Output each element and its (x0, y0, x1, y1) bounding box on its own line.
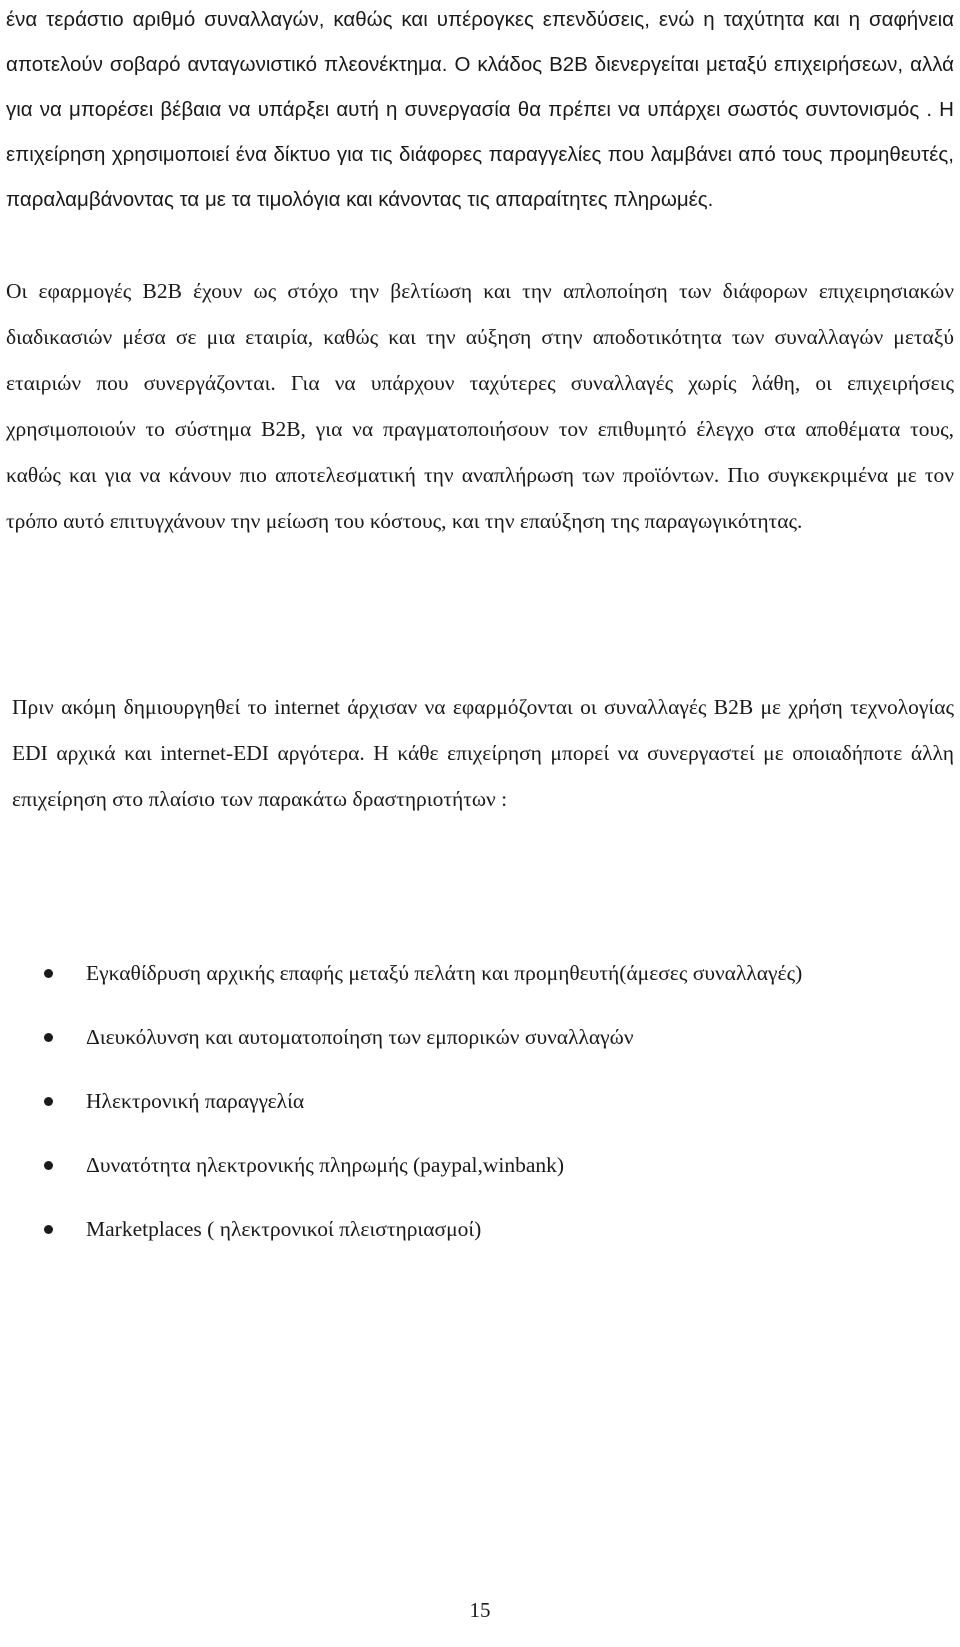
list-item (0, 1014, 886, 1060)
bullet-icon (44, 1097, 53, 1106)
bullet-icon (44, 969, 53, 978)
bullet-icon (44, 1225, 53, 1234)
body-paragraph-1: ένα τεράστιο αριθμό συναλλαγών, καθώς και υπέρογκες επενδύσεις, ενώ η ταχύτητα και η σαφήνεια αποτελούν σοβαρό ανταγωνιστικό πλεονέκτημα. Ο κλάδος B2B διενεργείται μεταξύ επιχειρήσεων, αλλά για να μπορέσει βέβαια να υπάρξει αυτή η συνεργασία θα πρέπει να υπάρχει σωστός συντονισμός . Η επιχείρηση χρησιμοποιεί ένα δίκτυο για τις διάφορες παραγγελίες που λαμβάνει από τους προμηθευτές, παραλαμβάνοντας τα με τα τιμολόγια και κάνοντας τις απαραίτητες πληρωμές. (6, 8, 954, 211)
list-item (0, 950, 886, 996)
body-paragraph-2: Οι εφαρμογές B2B έχουν ως στόχο την βελτίωση και την απλοποίηση των διάφορων επιχειρησιακών διαδικασιών μέσα σε μια εταιρία, καθώς και την αύξηση στην αποδοτικότητα των συναλλαγών μεταξύ εταιριών που συνεργάζονται. Για να υπάρχουν ταχύτερες συναλλαγές χωρίς λάθη, οι επιχειρήσεις χρησιμοποιούν το σύστημα B2B, για να πραγματοποιήσουν τον επιθυμητό έλεγχο στα αποθέματα τους, καθώς και για να κάνουν πιο αποτελεσματική την αναπλήρωση των προϊόντων. Πιο συγκεκριμένα με τον τρόπο αυτό επιτυγχάνουν την μείωση του κόστους, και την επαύξηση της παραγωγικότητας. (6, 279, 954, 533)
list-item (0, 1078, 886, 1124)
body-paragraph-3: Πριν ακόμη δημιουργηθεί το internet άρχισαν να εφαρμόζονται οι συναλλαγές B2B με χρήση τεχνολογίας EDI αρχικά και internet-EDI αργότερα. Η κάθε επιχείρηση μπορεί να συνεργαστεί με οποιαδήποτε άλλη επιχείρηση στο πλαίσιο των παρακάτω δραστηριοτήτων : (12, 695, 954, 811)
list-item-text: Marketplaces ( ηλεκτρονικοί πλειστηριασμοί) (86, 1217, 482, 1241)
bullet-icon (44, 1033, 53, 1042)
list-item-text: Διευκόλυνση και αυτοματοποίηση των εμπορικών συναλλαγών (86, 1025, 634, 1049)
list-item-text: Δυνατότητα ηλεκτρονικής πληρωμής (paypal,winbank) (86, 1153, 565, 1177)
list-item (0, 1206, 886, 1252)
list-item-text: Ηλεκτρονική παραγγελία (86, 1089, 305, 1113)
bullet-icon (44, 1161, 53, 1170)
activities-list (0, 950, 960, 1252)
list-item (0, 1142, 886, 1188)
page-number: 15 (469, 1598, 491, 1622)
list-item-text: Εγκαθίδρυση αρχικής επαφής μεταξύ πελάτη και προμηθευτή(άμεσες συναλλαγές) (86, 961, 803, 985)
